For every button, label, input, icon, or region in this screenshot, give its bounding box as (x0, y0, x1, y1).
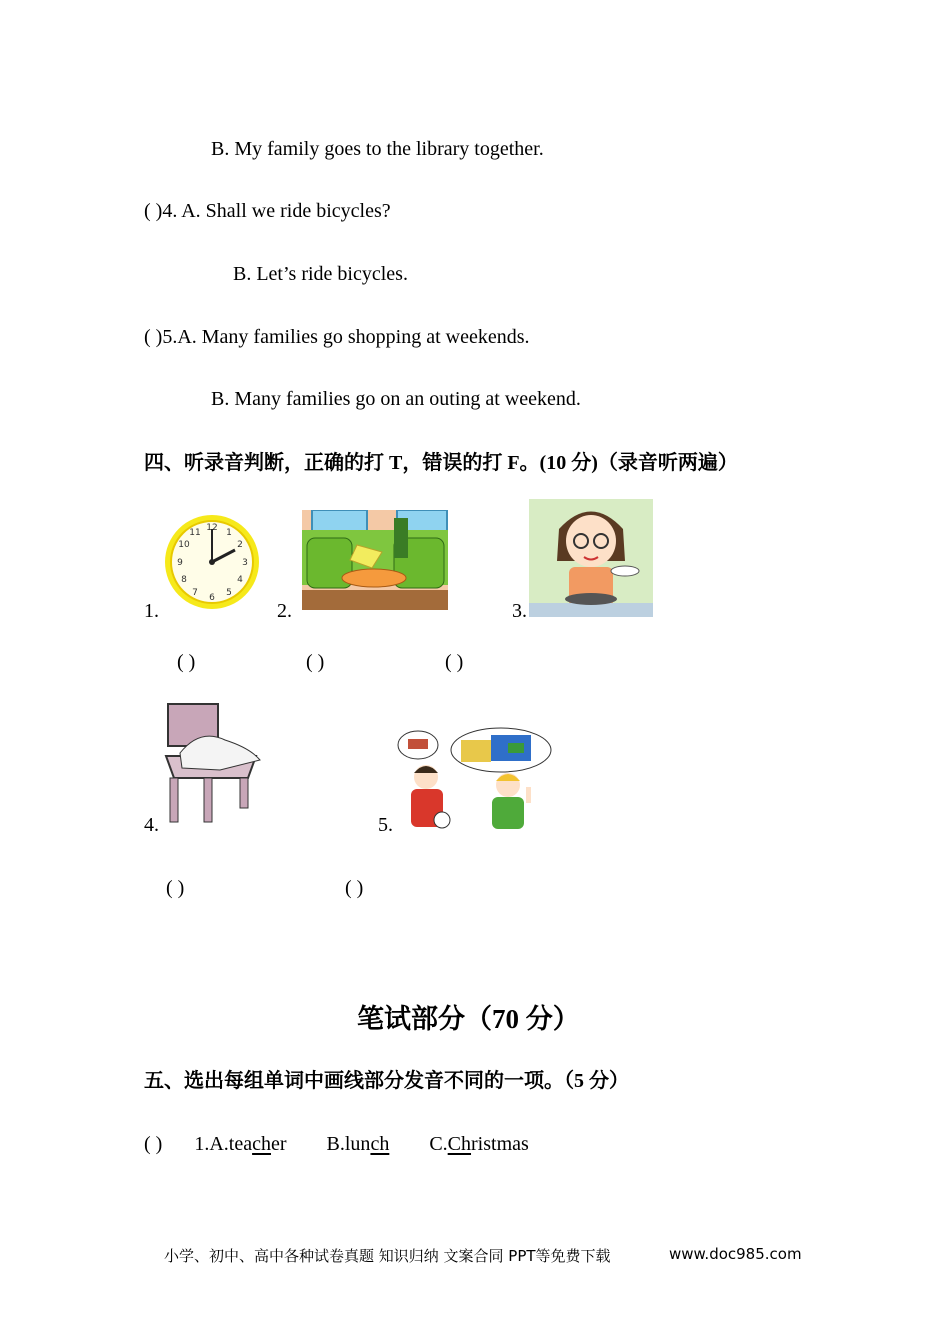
clock-icon (163, 512, 261, 612)
section5-heading: 五、选出每组单词中画线部分发音不同的一项。（5 分） (144, 1070, 629, 1092)
answer-blank[interactable]: ( ) (177, 651, 196, 673)
option-a: A.teacher (209, 1133, 287, 1155)
q4-option-a: 4. A. Shall we ride bicycles? (162, 200, 391, 222)
svg-text:2: 2 (237, 540, 243, 550)
svg-text:6: 6 (209, 593, 215, 603)
answer-blank[interactable]: ( ) (306, 651, 325, 673)
q5-option-b: B. Many families go on an outing at weekend. (211, 388, 581, 410)
svg-text:1: 1 (226, 528, 232, 538)
section4-heading: 四、听录音判断，正确的打 T，错误的打 F。(10 分)（录音听两遍） (144, 452, 738, 474)
q4-option-b: B. Let’s ride bicycles. (233, 263, 408, 285)
item-number: 4. (144, 814, 159, 836)
s5-q1-row (144, 1132, 529, 1156)
answer-blank[interactable]: ( ) (144, 1133, 163, 1155)
boys-thinking-picture (396, 725, 556, 830)
q5-option-a: 5.A. Many families go shopping at weekends. (162, 326, 530, 348)
item-number: 3. (512, 600, 527, 622)
answer-blank[interactable]: ( ) (144, 326, 163, 348)
svg-text:7: 7 (192, 588, 198, 598)
item-number: 5. (378, 814, 393, 836)
option-b: B.lunch (326, 1133, 390, 1155)
answer-blank[interactable]: ( ) (166, 877, 185, 899)
q3-option-b: B. My family goes to the library together. (211, 138, 544, 160)
item-number: 2. (277, 600, 292, 622)
living-room-picture (302, 510, 448, 610)
svg-text:3: 3 (242, 558, 248, 568)
answer-blank[interactable]: ( ) (144, 200, 163, 222)
svg-text:4: 4 (237, 575, 243, 585)
page-title: 笔试部分（70 分） (357, 1004, 580, 1034)
chair-with-clothes-picture (160, 698, 268, 826)
q5-row (144, 325, 530, 349)
answer-blank[interactable]: ( ) (445, 651, 464, 673)
footer-text: 小学、初中、高中各种试卷真题 知识归纳 文案合同 PPT等免费下载 (164, 1247, 611, 1265)
mother-cooking-picture (529, 499, 653, 617)
svg-text:9: 9 (177, 558, 183, 568)
option-c: C.Christmas (429, 1133, 529, 1155)
svg-text:10: 10 (178, 540, 190, 550)
footer-link[interactable]: www.doc985.com (669, 1245, 802, 1263)
svg-text:11: 11 (189, 528, 201, 538)
svg-text:8: 8 (181, 575, 187, 585)
q4-row (144, 199, 391, 223)
item-number: 1. (144, 600, 159, 622)
svg-text:12: 12 (206, 523, 218, 533)
q1-number: 1. (194, 1133, 210, 1155)
answer-blank[interactable]: ( ) (345, 877, 364, 899)
svg-text:5: 5 (226, 588, 232, 598)
